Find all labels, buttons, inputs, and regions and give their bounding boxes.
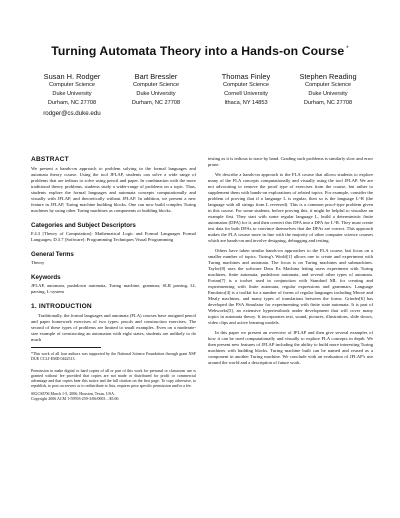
author-dept: Computer Science: [222, 82, 269, 88]
introduction-heading: 1. INTRODUCTION: [31, 303, 92, 310]
right-column: [208, 156, 373, 370]
author-addr: Durham, NC 27708: [47, 100, 97, 106]
author-univ: Duke University: [136, 91, 176, 97]
author-block-2: [108, 72, 204, 108]
title-text: Turning Automata Theory into a Hands-on Course: [51, 44, 345, 58]
author-dept: Computer Science: [132, 82, 179, 88]
paper-overview-paragraph: In this paper we present an overview of JFLAP and then give several examples of how it can be used computationally and visually to explore FLA concepts in depth. We then present new features of JFLAP including the ability to build more interesting Turing machines with building blocks. Turing machine built can be named and reused as a component in another Turing machine. We conclude with an evaluation of JFLAP's use around the world and a description of future work.: [208, 330, 373, 365]
author-addr: Ithaca, NY 14853: [224, 100, 268, 106]
author-block-1: [24, 72, 120, 108]
author-block-4: [280, 72, 376, 108]
paper-title: [20, 44, 380, 58]
author-name: Bart Bressler: [134, 72, 178, 81]
author-univ: Duke University: [52, 91, 92, 97]
author-name: Susan H. Rodger: [43, 72, 101, 81]
categories-text: F.4.3 [Theory of Computation]: Mathematical Logic and Formal Languages Formal Languages; D.3.7 [Software]: Programming Techniques Visual Programming: [31, 231, 196, 242]
general-terms-text: Theory: [31, 260, 45, 265]
conference-line: SIGCSE'06 March 1-5, 2006, Houston, Texas, USA.: [31, 391, 116, 396]
related-work-paragraph: Others have taken similar hands-on approaches to the FLA course, but focus on a smaller number of topics. Turing's World[1] allows one to create and experiment with Turing machines and automata. The focus is on Turing machines and submachines. Taylor[8] uses the software Deus Ex Machina letting users experiment with Turing machines, finite automata, pushdown automata, and several other types of automata. Fortan[7] is a toolset used in conjunction with Standard ML for creating and experimenting with finite automata, regular expressions and grammars. Language Emulator[4] is a toolkit for a number of forms of regular languages including Moore and Mealy machines, and many types of translations between the forms. Grinder[6] has developed the FSA Simulator for experimenting with finite state automata. It is part of Webworks[5], an extensive hypertextbook under development that will cover many topics in automata theory. It incorporates text, sound, pictures, illustrations, slide shows, video clips and active learning models.: [208, 248, 373, 325]
intro-continued-text: testing as it is tedious to trace by hand. Grading such problems is similarly slow and error prone.: [208, 156, 373, 167]
introduction-text: Traditionally, the formal languages and automata (FLA) courses have assigned pencil and paper homework exercises of two types: proofs and construction exercises. The second of these types of problems are limited to small examples. Even on a moderate-size example of constructing an automaton with eight states, students are unlikely to do much: [31, 313, 196, 342]
permission-notice: Permission to make digital or hard copies of all or part of this work for personal or classroom use is granted without fee provided that copies are not made or distributed for profit or commercial advantage and that copies bear this notice and the full citation on the first page. To copy otherwise, to republish, to post on servers or to redistribute to lists, requires prior specific permission and/or a fee.: [31, 368, 196, 388]
author-univ: Cornell University: [224, 91, 268, 97]
author-name: Stephen Reading: [299, 72, 357, 81]
abstract-text: We present a hands-on approach to problem solving in the formal languages and automata theory course. Using the tool JFLAP, students can solve a wide range of problems that are tedious to solve using pencil and paper. In combination with the more traditional theory problems, students study a wider-range of problems on a topic. Thus, students explore the formal languages and automata concepts computationally and visually with JFLAP, and theoretically without JFLAP. In addition, we present a new feature in JFLAP, Turing machine building blocks. One can now build complex Turing machines by using other Turing machines as components or building blocks.: [31, 166, 196, 213]
author-addr: Durham, NC 27708: [131, 100, 181, 106]
author-dept: Computer Science: [304, 82, 351, 88]
author-addr: Durham, NC 27708: [303, 100, 353, 106]
keywords-text: JFLAP, automata, pushdown automata, Turing machine, grammar, SLR parsing, LL parsing, L-system: [31, 283, 196, 294]
left-column: [31, 156, 196, 404]
footnote-rule: [31, 347, 101, 348]
keywords-heading: Keywords: [31, 274, 61, 281]
author-dept: Computer Science: [48, 82, 95, 88]
abstract-heading: ABSTRACT: [31, 156, 69, 163]
hands-on-paragraph: We describe a hands-on approach to the FLA course that allows students to explore many of the FLA concepts computationally and visually using the tool JFLAP. We are not advocating to remove the proof type of exercises from the course, but rather to supplement them with hands-on explorations of related topics. For example, consider the problem of proving that if a language L is regular, then so is the language L^R (the language with all strings from L reversed). This is a common proof-type problem given in this course. For some students, before proving this, it might be helpful to visualize an example first. They start with some regular language L, build a deterministic finite automaton (DFA) for it, and then convert this DFA into a DFA for L^R. They must create test data for both DFAs to convince themselves that the DFAs are correct. This approach makes the FLA course more in line with the majority of other computer science courses which are hands-on and involve designing, debugging and testing.: [208, 172, 373, 243]
title-footnote-mark: *: [346, 45, 349, 52]
copyright-line: Copyright 2006 ACM 1-59593-259-3/06/0003 ...$5.00.: [31, 396, 120, 401]
categories-heading: Categories and Subject Descriptors: [31, 222, 136, 229]
funding-footnote: *This work of all four authors was supported by the National Science Foundation through grant NSF DUE CCLI-EMD 0442513.: [31, 351, 196, 361]
author-name: Thomas Finley: [221, 72, 271, 81]
author-email[interactable]: rodger@cs.duke.edu: [43, 110, 101, 117]
general-terms-heading: General Terms: [31, 251, 74, 258]
author-univ: Duke University: [308, 91, 348, 97]
